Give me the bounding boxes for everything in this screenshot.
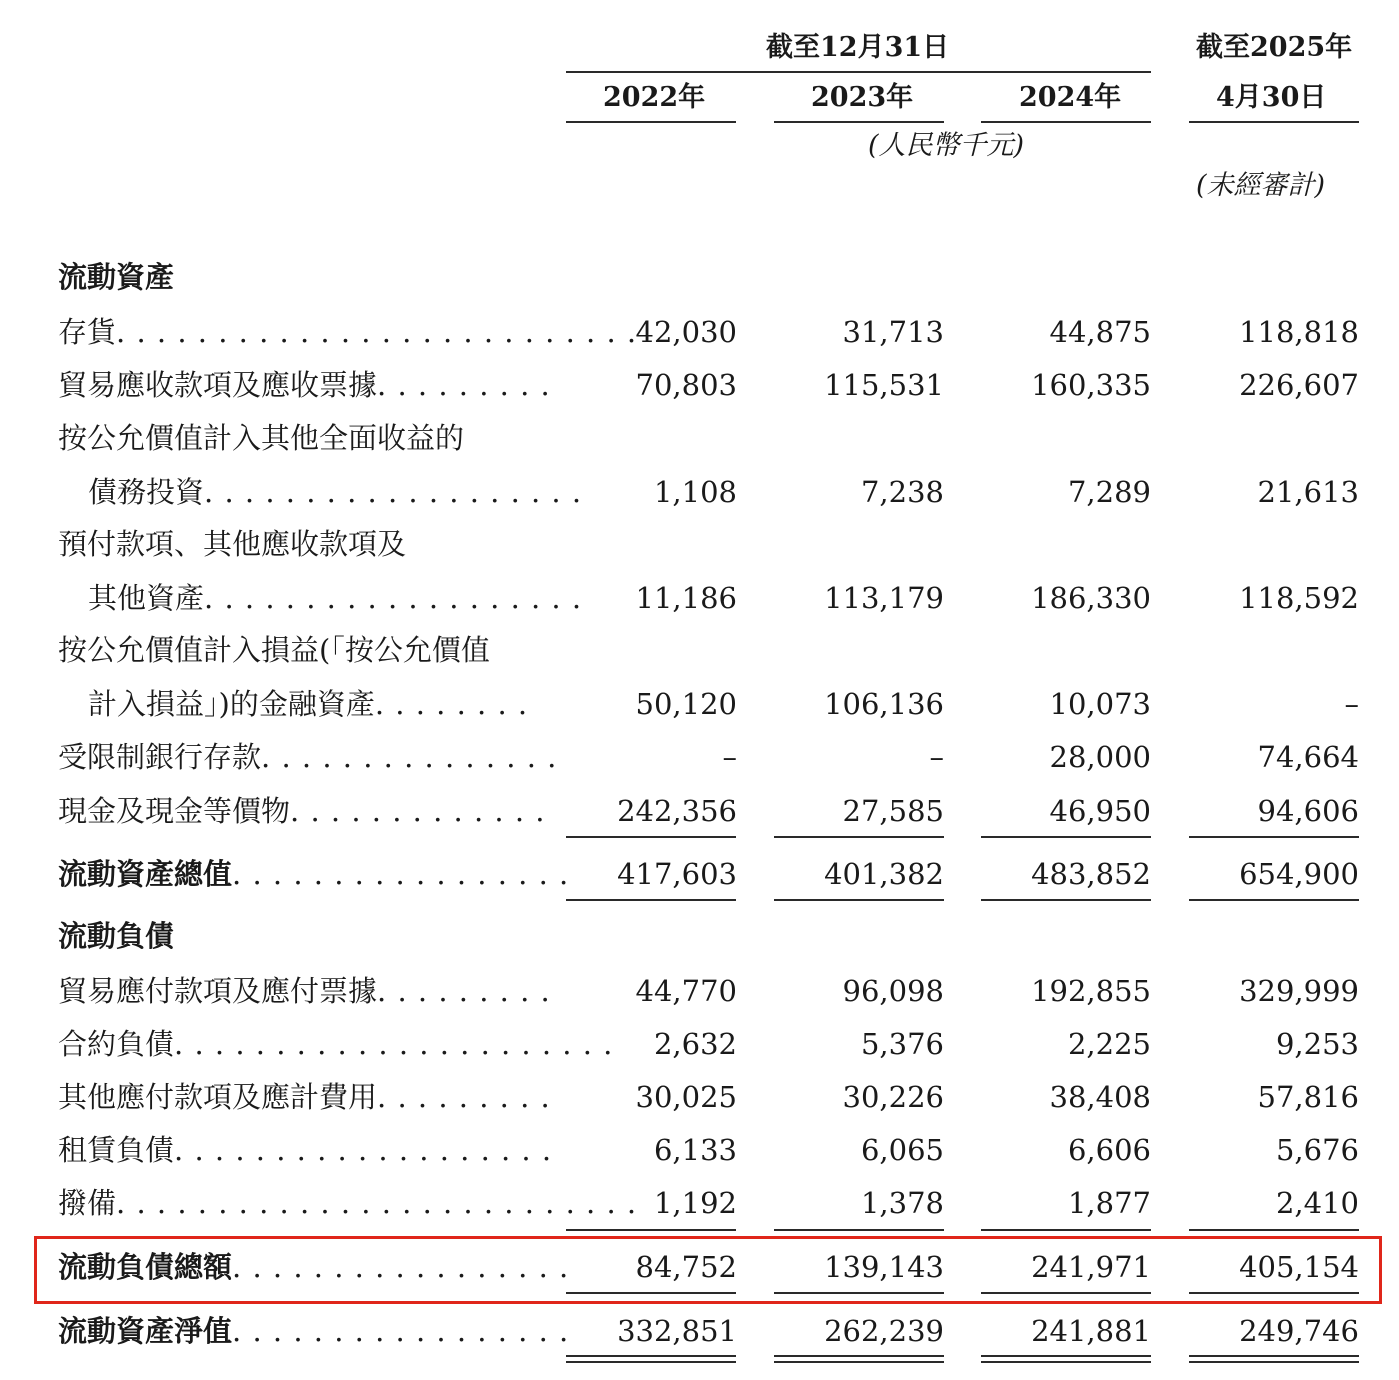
row-label-text: 現金及現金等價物 — [58, 794, 291, 828]
row-fvtpl-label — [88, 686, 528, 722]
row-contract-liabilities-value-col3: 2,225 — [1067, 1027, 1151, 1061]
group-header-rule — [566, 71, 1151, 73]
row-net-current-assets-value-col3: 241,881 — [1031, 1314, 1151, 1348]
row-label-text: 貿易應收款項及應收票據 — [58, 368, 378, 402]
row-trade-receivables-value-col2: 115,531 — [824, 368, 944, 402]
year-header-2024: 2024年 — [1019, 82, 1122, 113]
subtotal-rule — [774, 836, 944, 838]
row-prepayments-value-col1: 11,186 — [635, 581, 737, 615]
row-label-text: 合約負債 — [58, 1027, 175, 1061]
last-col-header-line2: 4月30日 — [1216, 82, 1327, 113]
row-cash-value-col3: 46,950 — [1049, 794, 1151, 828]
leader-dots: . . . . . . . . . . . . . . . . . . . . . . . . . . — [116, 1186, 638, 1220]
row-fvoci-debt-value-col1: 1,108 — [653, 475, 737, 509]
leader-dots: . . . . . . . . . . . . . . . . . — [232, 857, 570, 891]
row-trade-payables-label — [58, 973, 551, 1009]
row-net-current-assets-value-col1: 332,851 — [617, 1314, 737, 1348]
subtotal-rule — [566, 836, 736, 838]
highlight-box-total-current-liabilities — [34, 1236, 1382, 1304]
group-header-dec31: 截至12月31日 — [766, 32, 950, 63]
year-rule-2025 — [1189, 121, 1359, 123]
row-restricted-deposits-value-col4: 74,664 — [1257, 740, 1359, 774]
leader-dots: . . . . . . . . . . . . . . . . . . . — [204, 581, 583, 615]
total-assets-rule — [774, 899, 944, 901]
row-total-current-assets-label — [58, 856, 569, 892]
net-assets-double-rule — [774, 1355, 944, 1363]
row-contract-liabilities-value-col4: 9,253 — [1275, 1027, 1359, 1061]
row-label-text: 流動資產淨值 — [58, 1314, 233, 1348]
leader-dots: . . . . . . . . . . . . . . . . . . . — [204, 475, 583, 509]
row-lease-liabilities-value-col2: 6,065 — [860, 1133, 944, 1167]
row-total-current-liabilities-value-col2: 139,143 — [824, 1250, 944, 1284]
row-fvtpl-value-col2: 106,136 — [824, 687, 944, 721]
leader-dots: . . . . . . . . . . . . . . . . . . . . . . — [174, 1027, 614, 1061]
net-assets-double-rule — [981, 1355, 1151, 1363]
row-prepayments-line1-label — [58, 526, 406, 562]
row-lease-liabilities-value-col3: 6,606 — [1067, 1133, 1151, 1167]
leader-dots: . . . . . . . . . — [377, 1080, 551, 1114]
row-contract-liabilities-label — [58, 1026, 613, 1062]
row-label-text: 按公允價值計入其他全面收益的 — [58, 421, 465, 455]
unaudited-label: (未經審計) — [1196, 170, 1326, 201]
row-total-current-assets-value-col4: 654,900 — [1239, 857, 1359, 891]
row-other-payables-label — [58, 1079, 551, 1115]
row-lease-liabilities-label — [58, 1132, 552, 1168]
row-fvoci-debt-line1-label — [58, 420, 464, 456]
year-header-2022: 2022年 — [603, 82, 706, 113]
row-fvoci-debt-label — [88, 474, 582, 510]
row-inventory-value-col1: 42,030 — [635, 315, 737, 349]
row-restricted-deposits-value-col2: – — [929, 740, 944, 774]
net-assets-double-rule — [1189, 1355, 1359, 1363]
row-net-current-assets-label — [58, 1313, 569, 1349]
row-other-payables-value-col4: 57,816 — [1257, 1080, 1359, 1114]
row-label-text: 貿易應付款項及應付票據 — [58, 974, 378, 1008]
year-rule-2024 — [981, 121, 1151, 123]
row-contract-liabilities-value-col1: 2,632 — [653, 1027, 737, 1061]
section-current-liabilities: 流動負債 — [58, 919, 175, 953]
row-provisions-value-col2: 1,378 — [860, 1186, 944, 1220]
row-total-current-liabilities-value-col4: 405,154 — [1239, 1250, 1359, 1284]
leader-dots: . . . . . . . . — [374, 687, 529, 721]
row-trade-receivables-value-col4: 226,607 — [1239, 368, 1359, 402]
net-assets-double-rule — [566, 1355, 736, 1363]
row-lease-liabilities-value-col4: 5,676 — [1275, 1133, 1359, 1167]
row-total-current-liabilities-value-col1: 84,752 — [635, 1250, 737, 1284]
row-label-text: 其他資產 — [88, 581, 205, 615]
row-prepayments-value-col2: 113,179 — [824, 581, 944, 615]
leader-dots: . . . . . . . . . — [377, 974, 551, 1008]
row-total-current-assets-value-col1: 417,603 — [617, 857, 737, 891]
row-label-text: 存貨 — [58, 315, 117, 349]
liabilities-subtotal-rule — [566, 1229, 736, 1231]
row-fvtpl-value-col3: 10,073 — [1049, 687, 1151, 721]
section-current-assets: 流動資產 — [58, 260, 175, 294]
liabilities-subtotal-rule — [774, 1229, 944, 1231]
row-trade-payables-value-col3: 192,855 — [1031, 974, 1151, 1008]
row-trade-payables-value-col1: 44,770 — [635, 974, 737, 1008]
liabilities-subtotal-rule — [981, 1229, 1151, 1231]
row-restricted-deposits-value-col1: – — [722, 740, 737, 774]
row-label-text: 預付款項、其他應收款項及 — [58, 527, 407, 561]
row-inventory-value-col4: 118,818 — [1239, 315, 1359, 349]
row-restricted-deposits-label — [58, 739, 557, 775]
row-provisions-value-col1: 1,192 — [653, 1186, 737, 1220]
unit-label: (人民幣千元) — [868, 130, 1025, 161]
row-restricted-deposits-value-col3: 28,000 — [1049, 740, 1151, 774]
leader-dots: . . . . . . . . . . . . . . . . . . . — [174, 1133, 553, 1167]
row-inventory-value-col2: 31,713 — [842, 315, 944, 349]
total-assets-rule — [566, 899, 736, 901]
leader-dots: . . . . . . . . . . . . . . . . . — [232, 1314, 570, 1348]
row-label-text: 租賃負債 — [58, 1133, 175, 1167]
row-cash-value-col1: 242,356 — [617, 794, 737, 828]
row-cash-value-col2: 27,585 — [842, 794, 944, 828]
row-label-text: 按公允價值計入損益(「按公允價值 — [58, 633, 490, 667]
row-total-current-liabilities-value-col3: 241,971 — [1031, 1250, 1151, 1284]
leader-dots: . . . . . . . . . . . . . — [290, 794, 546, 828]
row-fvoci-debt-value-col3: 7,289 — [1067, 475, 1151, 509]
row-label-text: 其他應付款項及應計費用 — [58, 1080, 378, 1114]
row-total-current-assets-value-col3: 483,852 — [1031, 857, 1151, 891]
row-label-text: 債務投資 — [88, 475, 205, 509]
subtotal-rule — [1189, 836, 1359, 838]
row-net-current-assets-value-col4: 249,746 — [1239, 1314, 1359, 1348]
row-fvoci-debt-value-col2: 7,238 — [860, 475, 944, 509]
row-trade-receivables-value-col3: 160,335 — [1031, 368, 1151, 402]
total-assets-rule — [981, 899, 1151, 901]
row-other-payables-value-col3: 38,408 — [1049, 1080, 1151, 1114]
row-label-text: 流動資產總值 — [58, 857, 233, 891]
total-assets-rule — [1189, 899, 1359, 901]
row-label-text: 撥備 — [58, 1186, 117, 1220]
year-header-2023: 2023年 — [811, 82, 914, 113]
row-other-payables-value-col2: 30,226 — [842, 1080, 944, 1114]
leader-dots: . . . . . . . . . . . . . . . . . . . . . . . . . . — [116, 315, 638, 349]
row-total-current-assets-value-col2: 401,382 — [824, 857, 944, 891]
row-label-text: 受限制銀行存款 — [58, 740, 262, 774]
leader-dots: . . . . . . . . . . . . . . . . . — [232, 1250, 570, 1284]
row-trade-payables-value-col2: 96,098 — [842, 974, 944, 1008]
row-fvoci-debt-value-col4: 21,613 — [1257, 475, 1359, 509]
row-net-current-assets-value-col2: 262,239 — [824, 1314, 944, 1348]
row-provisions-value-col3: 1,877 — [1067, 1186, 1151, 1220]
row-label-text: 計入損益」)的金融資產 — [88, 687, 375, 721]
row-prepayments-value-col4: 118,592 — [1239, 581, 1359, 615]
row-cash-label — [58, 793, 545, 829]
row-provisions-value-col4: 2,410 — [1275, 1186, 1359, 1220]
row-cash-value-col4: 94,606 — [1257, 794, 1359, 828]
year-rule-2022 — [566, 121, 736, 123]
row-contract-liabilities-value-col2: 5,376 — [860, 1027, 944, 1061]
row-fvtpl-value-col1: 50,120 — [635, 687, 737, 721]
row-trade-receivables-label — [58, 367, 551, 403]
row-fvtpl-line1-label — [58, 632, 490, 668]
year-rule-2023 — [774, 121, 944, 123]
leader-dots: . . . . . . . . . . . . . . . — [261, 740, 558, 774]
liabilities-subtotal-rule — [1189, 1229, 1359, 1231]
row-fvtpl-value-col4: – — [1344, 687, 1359, 721]
leader-dots: . . . . . . . . . — [377, 368, 551, 402]
row-other-payables-value-col1: 30,025 — [635, 1080, 737, 1114]
row-prepayments-value-col3: 186,330 — [1031, 581, 1151, 615]
row-lease-liabilities-value-col1: 6,133 — [653, 1133, 737, 1167]
row-trade-payables-value-col4: 329,999 — [1239, 974, 1359, 1008]
last-col-header-line1: 截至2025年 — [1196, 32, 1353, 63]
row-label-text: 流動負債總額 — [58, 1250, 233, 1284]
row-trade-receivables-value-col1: 70,803 — [635, 368, 737, 402]
row-inventory-value-col3: 44,875 — [1049, 315, 1151, 349]
subtotal-rule — [981, 836, 1151, 838]
row-prepayments-label — [88, 580, 582, 616]
